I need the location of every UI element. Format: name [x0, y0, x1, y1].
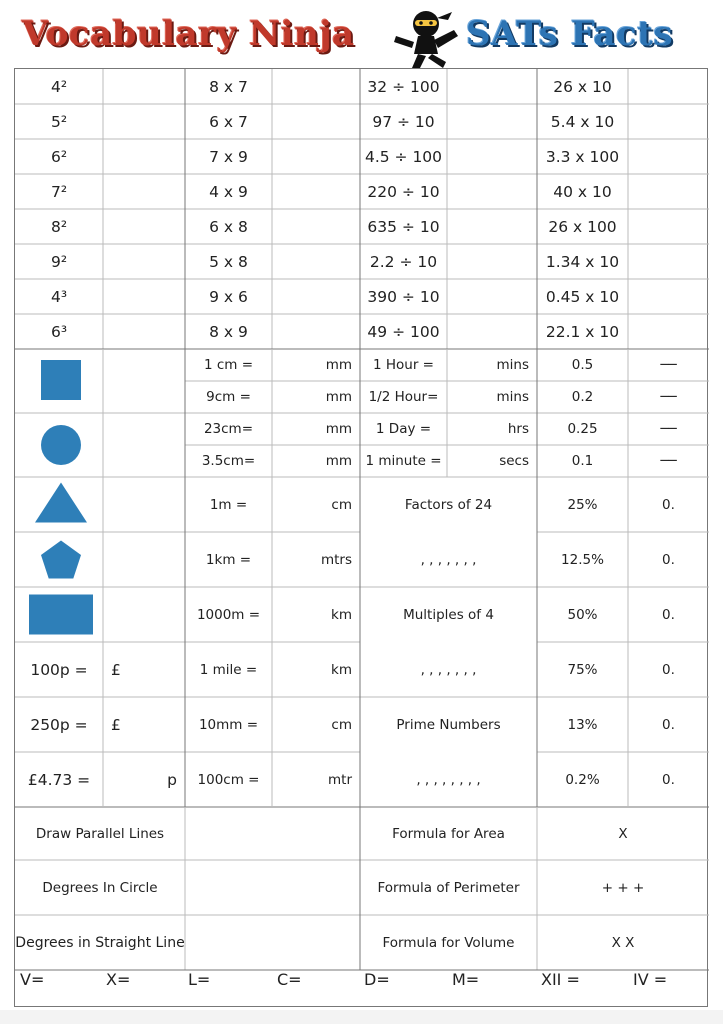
time-unit: mins: [496, 357, 529, 373]
formula-question: Formula for Area: [392, 825, 505, 842]
number-fact-answer-blanks: , , , , , , ,: [420, 661, 477, 678]
multiply-by-power-of-ten-question: 26 x 10: [553, 77, 612, 96]
conversion-unit: mm: [325, 453, 352, 469]
conversion-question: 1m =: [209, 496, 248, 513]
conversion-unit: mtr: [328, 771, 352, 788]
power-question: 4³: [50, 287, 68, 306]
circle-icon: [41, 425, 81, 465]
conversion-unit: km: [331, 661, 352, 678]
conversion-question: 1km =: [205, 551, 252, 568]
percentage-value: 0.2%: [565, 771, 600, 788]
money-answer-unit: p: [167, 770, 177, 789]
conversion-question: 1 mile =: [199, 661, 258, 678]
percentage-value: 75%: [567, 661, 598, 678]
conversion-question: 100cm =: [197, 771, 260, 788]
power-question: 7²: [50, 182, 68, 201]
fraction-answer-line: ──: [660, 389, 677, 405]
rectangle-icon: [29, 595, 93, 635]
page-footer-strip: [0, 1010, 723, 1024]
conversion-unit: mm: [325, 357, 352, 373]
conversion-question: 10mm =: [198, 716, 259, 733]
formula-hint: X X: [611, 934, 635, 951]
time-question: 1 Hour =: [372, 357, 434, 373]
multiplication-question: 6 x 7: [209, 112, 248, 131]
money-answer-unit: £: [111, 660, 121, 679]
decimal-answer: 0.: [662, 771, 675, 788]
multiply-by-power-of-ten-question: 1.34 x 10: [545, 252, 620, 271]
money-question: £4.73 =: [27, 770, 91, 789]
vocabulary-ninja-logo-text: Vocabulary Ninja: [22, 14, 355, 54]
roman-numeral-question: V=: [20, 970, 45, 989]
roman-numeral-question: IV =: [633, 970, 668, 989]
power-question: 6²: [50, 147, 68, 166]
conversion-question: 9cm =: [206, 389, 251, 405]
page-header: [0, 0, 723, 68]
percentage-value: 13%: [567, 716, 598, 733]
number-fact-label: Prime Numbers: [396, 716, 501, 733]
power-question: 8²: [50, 217, 68, 236]
roman-numeral-question: L=: [188, 970, 211, 989]
power-question: 9²: [50, 252, 68, 271]
division-question: 635 ÷ 10: [367, 217, 440, 236]
percentage-value: 50%: [567, 606, 598, 623]
number-fact-answer-blanks: , , , , , , , ,: [416, 771, 481, 788]
time-question: 1/2 Hour=: [368, 389, 439, 405]
decimal-value: 0.5: [571, 357, 594, 373]
geometry-question: Degrees in Straight Line: [15, 934, 185, 951]
conversion-unit: mm: [325, 421, 352, 437]
division-question: 220 ÷ 10: [367, 182, 440, 201]
percentage-value: 12.5%: [561, 551, 604, 568]
time-unit: mins: [496, 389, 529, 405]
decimal-value: 0.25: [567, 421, 598, 437]
roman-numeral-question: M=: [452, 970, 480, 989]
fraction-answer-line: ──: [660, 453, 677, 469]
decimal-answer: 0.: [662, 661, 675, 678]
power-question: 5²: [50, 112, 68, 131]
worksheet: [14, 68, 708, 1007]
money-question: 100p =: [30, 660, 88, 679]
conversion-unit: cm: [331, 716, 352, 733]
time-question: 1 minute =: [365, 453, 442, 469]
multiplication-question: 7 x 9: [209, 147, 248, 166]
decimal-value: 0.1: [571, 453, 594, 469]
formula-question: Formula for Volume: [382, 934, 515, 951]
multiply-by-power-of-ten-question: 40 x 10: [553, 182, 612, 201]
time-question: 1 Day =: [375, 421, 432, 437]
conversion-question: 23cm=: [203, 421, 254, 437]
division-question: 2.2 ÷ 10: [369, 252, 438, 271]
multiplication-question: 9 x 6: [209, 287, 248, 306]
pentagon-icon: [41, 541, 81, 579]
geometry-question: Draw Parallel Lines: [35, 825, 165, 842]
multiplication-question: 6 x 8: [209, 217, 248, 236]
conversion-question: 1 cm =: [203, 357, 254, 373]
multiply-by-power-of-ten-question: 0.45 x 10: [545, 287, 620, 306]
roman-numeral-question: XII =: [541, 970, 580, 989]
geometry-question: Degrees In Circle: [42, 879, 158, 896]
formula-hint: X: [618, 825, 628, 842]
conversion-unit: mtrs: [320, 551, 352, 568]
multiplication-question: 4 x 9: [209, 182, 248, 201]
multiplication-question: 5 x 8: [209, 252, 248, 271]
division-question: 390 ÷ 10: [367, 287, 440, 306]
formula-hint: + + +: [601, 879, 645, 896]
percentage-value: 25%: [567, 496, 598, 513]
sats-facts-logo-text: SATs Facts: [466, 14, 674, 54]
decimal-answer: 0.: [662, 496, 675, 513]
money-question: 250p =: [30, 715, 88, 734]
decimal-answer: 0.: [662, 551, 675, 568]
fraction-answer-line: ──: [660, 357, 677, 373]
conversion-question: 1000m =: [196, 606, 261, 623]
division-question: 32 ÷ 100: [367, 77, 440, 96]
division-question: 4.5 ÷ 100: [364, 147, 443, 166]
power-question: 4²: [50, 77, 68, 96]
triangle-icon: [35, 483, 87, 523]
power-question: 6³: [50, 322, 68, 341]
decimal-value: 0.2: [571, 389, 594, 405]
multiplication-question: 8 x 9: [209, 322, 248, 341]
multiply-by-power-of-ten-question: 22.1 x 10: [545, 322, 620, 341]
conversion-question: 3.5cm=: [201, 453, 256, 469]
roman-numeral-question: C=: [277, 970, 302, 989]
multiplication-question: 8 x 7: [209, 77, 248, 96]
number-fact-answer-blanks: , , , , , , ,: [420, 551, 477, 568]
conversion-unit: km: [331, 606, 352, 623]
time-unit: secs: [499, 453, 529, 469]
number-fact-label: Multiples of 4: [403, 606, 494, 623]
number-fact-label: Factors of 24: [404, 496, 493, 513]
multiply-by-power-of-ten-question: 26 x 100: [548, 217, 617, 236]
multiply-by-power-of-ten-question: 5.4 x 10: [550, 112, 615, 131]
division-question: 97 ÷ 10: [372, 112, 435, 131]
roman-numeral-question: D=: [364, 970, 390, 989]
conversion-unit: mm: [325, 389, 352, 405]
square-icon: [41, 360, 81, 400]
roman-numeral-question: X=: [106, 970, 131, 989]
conversion-unit: cm: [331, 496, 352, 513]
decimal-answer: 0.: [662, 606, 675, 623]
decimal-answer: 0.: [662, 716, 675, 733]
time-unit: hrs: [507, 421, 529, 437]
money-answer-unit: £: [111, 715, 121, 734]
formula-question: Formula of Perimeter: [377, 879, 520, 896]
multiply-by-power-of-ten-question: 3.3 x 100: [545, 147, 620, 166]
division-question: 49 ÷ 100: [367, 322, 440, 341]
fraction-answer-line: ──: [660, 421, 677, 437]
ninja-icon: [388, 8, 464, 70]
